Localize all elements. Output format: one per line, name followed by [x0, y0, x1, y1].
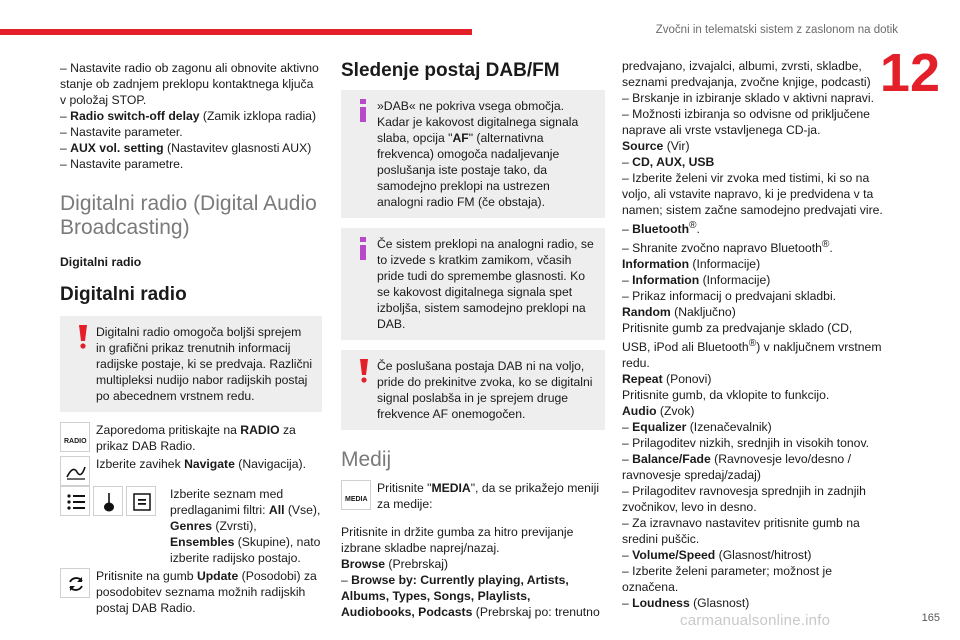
paragraph: – Equalizer (Izenačevalnik)	[622, 420, 772, 435]
navigate-tab-icon	[60, 456, 90, 486]
paragraph: Pritisnite in držite gumba za hitro previjanje izbrane skladbe naprej/nazaj.	[341, 525, 574, 555]
paragraph: Pritisnite gumb za predvajanje sklado (CD, USB, iPod ali Bluetooth®) v naključnem vrstnem redu.	[622, 321, 882, 371]
step-text: Zaporedoma pritiskajte na RADIO za prikaz DAB Radio.	[96, 423, 296, 453]
paragraph: – Izberite želeni vir zvoka med tistimi, ki so na voljo, ali vstavite napravo, ki je predvidena v ta namen; sistem začne samodejno predvajati vire.	[622, 171, 883, 217]
note-text: Če poslušana postaja DAB ni na voljo, pride do prekinitve zvoka, ko se digitalni signal poslabša in je sprejem druge frekvence AF onemogočen.	[377, 359, 593, 421]
paragraph: – CD, AUX, USB	[622, 155, 715, 169]
paragraph: – Za izravnavo nastavitev pritisnite gumb na sredini puščic.	[622, 516, 860, 547]
info-icon	[355, 236, 373, 262]
column-3	[622, 58, 884, 611]
note-text: Če sistem preklopi na analogni radio, se to izvede s kratkim zamikom, včasih pride tudi do spremembe glasnosti. Ko se kakovost digitalnega signala spet izboljša, sistem samodejno preklopi na DAB.	[377, 237, 594, 331]
header-title: Zvočni in telematski sistem z zaslonom na dotik	[655, 24, 898, 36]
list-all-icon	[60, 486, 90, 516]
paragraph: predvajano, izvajalci, albumi, zvrsti, skladbe, seznami predvajanja, zvočne knjige, podcasti)	[622, 59, 871, 89]
warning-icon	[355, 358, 373, 384]
paragraph: Information (Informacije)	[622, 257, 761, 272]
warning-note	[341, 350, 605, 430]
section-heading: Digitalni radio	[60, 284, 187, 305]
paragraph: Random (Naključno)	[622, 305, 736, 320]
column-2	[341, 60, 605, 620]
step-text: Izberite seznam med predlaganimi filtri: All (Vse), Genres (Zvrsti), Ensembles (Skupine), nato izberite radijsko postajo.	[170, 487, 321, 565]
step-radio	[60, 422, 322, 454]
refresh-icon	[60, 568, 90, 598]
media-button-icon: MEDIA	[341, 480, 371, 510]
warning-note	[60, 316, 322, 412]
step-text: Pritisnite "MEDIA", da se prikažejo meniji za medije:	[377, 481, 600, 511]
paragraph: Audio (Zvok)	[622, 404, 695, 419]
column-1	[60, 60, 322, 616]
section-heading: Medij	[341, 448, 392, 471]
warning-icon	[74, 324, 92, 350]
paragraph: – AUX vol. setting (Nastavitev glasnosti AUX)	[60, 141, 312, 155]
subheading: Digitalni radio	[60, 255, 142, 269]
paragraph: – Nastavite parameter.	[60, 125, 183, 139]
paragraph: – Nastavite parametre.	[60, 157, 184, 171]
paragraph: – Prilagoditev ravnovesja sprednjih in zadnjih zvočnikov, levo in desno.	[622, 484, 866, 515]
radio-button-icon: RADIO	[60, 422, 90, 452]
paragraph: – Radio switch-off delay (Zamik izklopa radia)	[60, 109, 317, 123]
paragraph: – Prikaz informacij o predvajani skladbi.	[622, 289, 837, 304]
paragraph: – Information (Informacije)	[622, 273, 771, 288]
section-heading: Sledenje postaj DAB/FM	[341, 60, 560, 81]
page-number: 165	[921, 612, 940, 624]
paragraph: Pritisnite gumb, da vklopite to funkcijo.	[622, 388, 830, 403]
guitar-genres-icon	[93, 486, 123, 516]
step-filters	[60, 486, 322, 566]
paragraph: – Možnosti izbiranja so odvisne od priključene naprave ali vrste vstavljenega CD-ja.	[622, 107, 870, 137]
paragraph: – Bluetooth®.	[622, 220, 700, 237]
paragraph: – Shranite zvočno napravo Bluetooth®.	[622, 239, 833, 256]
paragraph: – Volume/Speed (Glasnost/hitrost)	[622, 548, 812, 563]
paragraph: Source (Vir)	[622, 139, 690, 153]
info-note	[341, 228, 605, 340]
note-text: »DAB« ne pokriva vsega območja. Kadar je kakovost digitalnega signala slaba, opcija "AF" (alternativna frekvenca) omogoča nadaljevanje poslušanja iste postaje tako, da samodejno preklopi na ustrezen analogni radio FM (če obstaja).	[377, 99, 579, 209]
ensembles-icon	[126, 486, 156, 516]
paragraph: Repeat (Ponovi)	[622, 372, 712, 387]
paragraph: – Nastavite radio ob zagonu ali obnovite aktivno stanje ob zadnjem preklopu kontaktnega ključa v položaj STOP.	[60, 61, 319, 107]
paragraph: – Izberite želeni parameter; možnost je označena.	[622, 564, 832, 595]
step-media	[341, 480, 605, 512]
watermark: carmanualsonline.info	[680, 612, 831, 629]
paragraph: – Brskanje in izbiranje sklado v aktivni napravi.	[622, 91, 874, 105]
paragraph: – Loudness (Glasnost)	[622, 596, 750, 611]
note-text: Digitalni radio omogoča boljši sprejem in grafični prikaz trenutnih informacij radijske postaje, ki se predvaja. Različni multipleksi nudijo nabor radijskih postaj po abecednem vrstnem redu.	[96, 325, 313, 403]
header-red-bar	[0, 29, 472, 35]
paragraph: – Balance/Fade (Ravnovesje levo/desno / ravnovesje spredaj/zadaj)	[622, 452, 851, 483]
section-heading: Digitalni radio (Digital Audio Broadcasting)	[60, 192, 317, 239]
info-icon	[355, 98, 373, 124]
paragraph: – Browse by: Currently playing, Artists, Albums, Types, Songs, Playlists, Audiobooks, Podcasts (Prebrskaj po: trenutno	[341, 573, 600, 619]
info-note	[341, 90, 605, 218]
chapter-number: 12	[879, 43, 940, 103]
step-text: Pritisnite na gumb Update (Posodobi) za posodobitev seznama možnih radijskih postaj DAB Radio.	[96, 569, 317, 615]
step-navigate	[60, 456, 322, 472]
paragraph: – Prilagoditev nizkih, srednjih in visokih tonov.	[622, 436, 870, 451]
paragraph: Browse (Prebrskaj)	[341, 557, 449, 571]
step-update	[60, 568, 322, 616]
step-text: Izberite zavihek Navigate (Navigacija).	[96, 457, 306, 471]
